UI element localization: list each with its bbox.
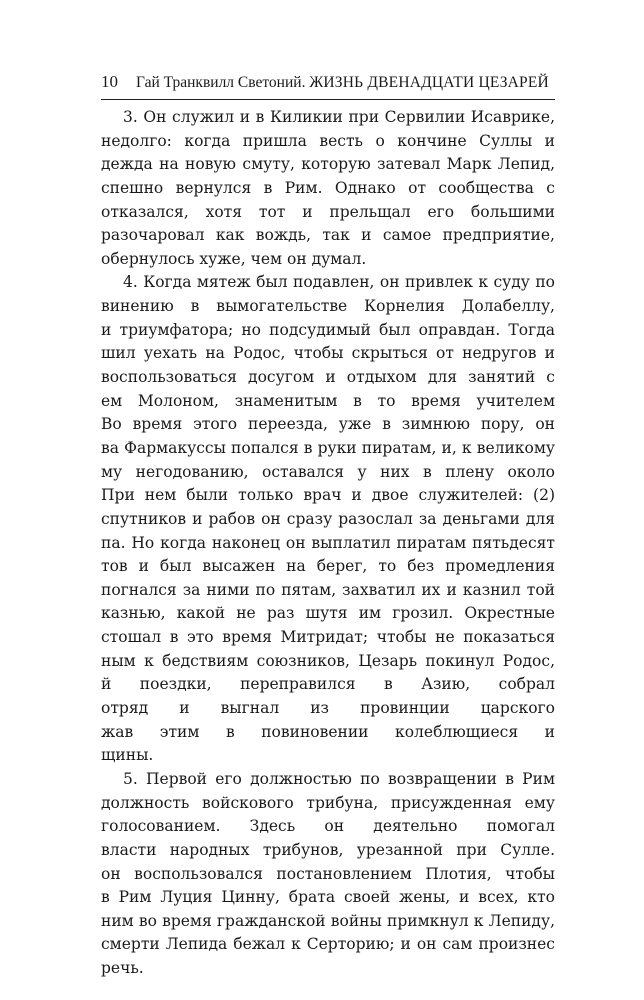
paragraph bbox=[101, 106, 555, 271]
text-line: обернулось хуже, чем он думал. bbox=[101, 249, 367, 268]
text-line: й поездки, переправился в Азию, собрал bbox=[101, 675, 555, 694]
text-line: па. Но когда наконец он выплатил пиратам пятьдесят bbox=[101, 533, 555, 552]
book-title: ЖИЗНЬ ДВЕНАДЦАТИ ЦЕЗАРЕЙ bbox=[309, 74, 549, 91]
text-line: ва Фармакуссы попался в руки пиратам, и, к великому bbox=[101, 438, 555, 457]
text-line: он воспользовался постановлением Плотия, чтобы bbox=[101, 864, 555, 883]
text-line: му негодованию, оставался у них в плену около bbox=[101, 462, 555, 481]
text-line: голосованием. Здесь он деятельно помогал bbox=[101, 817, 555, 836]
page-number: 10 bbox=[101, 72, 118, 91]
text-line: ным к бедствиям союзников, Цезарь покинул Родос, bbox=[101, 651, 555, 670]
text-line: отряд и выгнал из провинции царского bbox=[101, 699, 555, 718]
text-line: жав этим в повиновении колеблющиеся и bbox=[101, 722, 555, 741]
text-line: речь. bbox=[101, 959, 144, 978]
paragraph bbox=[101, 768, 555, 981]
text-line: При нем были только врач и двое служителей: (2) bbox=[101, 486, 555, 505]
text-line: 5. Первой его должностью по возвращении в Рим bbox=[123, 769, 555, 788]
text-line: 4. Когда мятеж был подавлен, он привлек к суду по bbox=[123, 273, 555, 292]
text-line: в Рим Луция Цинну, брата своей жены, и всех, кто bbox=[101, 888, 555, 907]
author-name: Гай Транквилл Светоний. bbox=[136, 74, 306, 91]
text-line: должность войскового трибуна, присужденная ему bbox=[101, 793, 555, 812]
running-head bbox=[136, 74, 549, 92]
text-line: спешно вернулся в Рим. Однако от сообщества с bbox=[101, 178, 555, 197]
text-line: стошал в это время Митридат; чтобы не показаться bbox=[101, 628, 555, 647]
text-line: отказался, хотя тот и прельщал его большими bbox=[101, 202, 555, 221]
text-line: щины. bbox=[101, 746, 154, 765]
text-line: разочаровал как вождь, так и самое предприятие, bbox=[101, 226, 555, 245]
text-line: тов и был высажен на берег, то без промедления bbox=[101, 557, 555, 576]
text-line: погнался за ними по пятам, захватил их и казнил той bbox=[101, 580, 555, 599]
text-line: ем Молоном, знаменитым в то время учителем bbox=[101, 391, 555, 410]
text-line: Во время этого переезда, уже в зимнюю пору, он bbox=[101, 415, 555, 434]
text-line: дежда на новую смуту, которую затевал Марк Лепид, bbox=[101, 155, 555, 174]
text-line: и триумфатора; но подсудимый был оправдан. Тогда bbox=[101, 320, 555, 339]
text-line: 3. Он служил и в Киликии при Сервилии Исаврике, bbox=[123, 108, 555, 126]
paragraph bbox=[101, 271, 555, 767]
text-line: шил уехать на Родос, чтобы скрыться от недругов и bbox=[101, 344, 555, 363]
text-line: ним во время гражданской войны примкнул к Лепиду, bbox=[101, 911, 555, 930]
text-line: смерти Лепида бежал к Серторию; и он сам произнес bbox=[101, 935, 555, 954]
text-line: спутников и рабов он сразу разослал за деньгами для bbox=[101, 509, 555, 528]
header-rule bbox=[101, 99, 555, 100]
running-header bbox=[101, 72, 555, 92]
text-line: власти народных трибунов, урезанной при Сулле. bbox=[101, 840, 555, 859]
text-line: казнью, какой не раз шутя им грозил. Окрестные bbox=[101, 604, 555, 623]
text-line: винению в вымогательстве Корнелия Долабеллу, bbox=[101, 297, 555, 316]
text-line: воспользоваться досугом и отдыхом для занятий с bbox=[101, 368, 555, 387]
text-line: недолго: когда пришла весть о кончине Суллы и bbox=[101, 131, 555, 150]
body-text bbox=[101, 106, 555, 981]
